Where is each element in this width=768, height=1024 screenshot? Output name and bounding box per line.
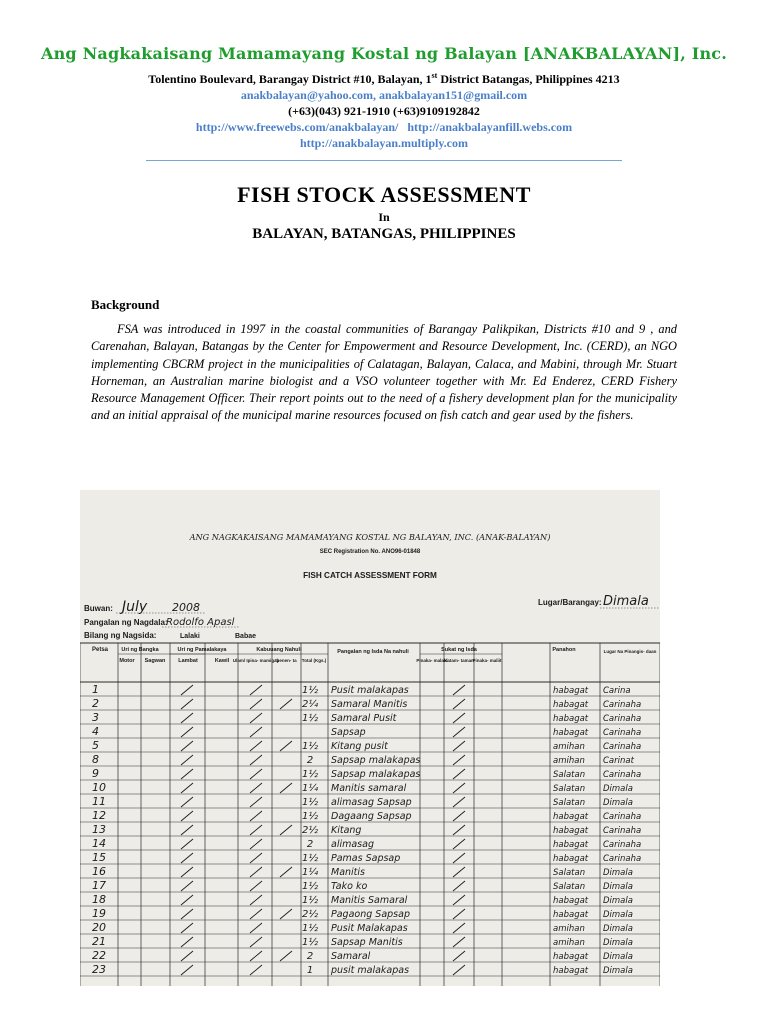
col-lugar: Lugar Na Pinangis- daan bbox=[603, 649, 657, 654]
row-petsa: 4 bbox=[92, 725, 99, 738]
row-petsa: 20 bbox=[92, 921, 106, 934]
row-total: 1½ bbox=[301, 895, 319, 906]
col-kawil: Kawil bbox=[214, 658, 230, 664]
row-fish-name: Pamas Sapsap bbox=[331, 853, 401, 864]
col-motor: Motor bbox=[119, 658, 135, 664]
row-fish-name: Dagaang Sapsap bbox=[331, 811, 412, 822]
row-total: 1½ bbox=[301, 713, 319, 724]
row-total: 2½ bbox=[301, 909, 319, 920]
address-main: Tolentino Boulevard, Barangay District #10, Balayan, 1 bbox=[148, 72, 432, 86]
background-heading: Background bbox=[91, 297, 160, 312]
row-lugar: Dimala bbox=[603, 966, 633, 976]
col-maliit: Pinaka- maliit bbox=[472, 658, 502, 663]
row-panahon: habagat bbox=[553, 728, 589, 738]
row-fish-name: alimasag Sapsap bbox=[331, 797, 412, 808]
row-total: 2 bbox=[306, 951, 314, 962]
row-fish-name: Sapsap malakapas bbox=[331, 769, 421, 780]
row-fish-name: Samaral Pusit bbox=[331, 713, 397, 724]
row-lugar: Carinaha bbox=[603, 728, 642, 738]
row-petsa: 21 bbox=[92, 935, 106, 948]
row-fish-name: Samaral Manitis bbox=[331, 699, 408, 710]
row-petsa: 8 bbox=[92, 753, 99, 766]
url-link-freewebs[interactable]: http://www.freewebs.com/anakbalayan/ bbox=[195, 120, 399, 134]
row-total: 1 bbox=[306, 965, 314, 976]
row-total: 1¼ bbox=[301, 867, 319, 878]
url-link-multiply[interactable]: http://anakbalayan.multiply.com bbox=[299, 136, 469, 150]
fish-catch-form-scan bbox=[80, 490, 660, 986]
lugar-barangay-label: Lugar/Barangay: bbox=[538, 598, 602, 607]
row-panahon: habagat bbox=[553, 910, 589, 920]
row-petsa: 13 bbox=[92, 823, 106, 836]
row-lugar: Carinaha bbox=[603, 854, 642, 864]
row-panahon: habagat bbox=[553, 952, 589, 962]
row-lugar: Carinaha bbox=[603, 742, 642, 752]
col-lambat: Lambat bbox=[178, 658, 198, 664]
col-malaki: Pinaka- malaki bbox=[416, 658, 448, 663]
col-pangalan-isda: Pangalan ng Isda Na nahuli bbox=[337, 649, 409, 655]
url-link-webs[interactable]: http://anakbalayanfill.webs.com bbox=[407, 120, 573, 134]
row-petsa: 19 bbox=[92, 907, 106, 920]
row-panahon: amihan bbox=[553, 742, 585, 752]
lugar-barangay-value: Dimala bbox=[603, 594, 649, 609]
row-lugar: Dimala bbox=[603, 868, 633, 878]
row-petsa: 3 bbox=[92, 711, 99, 724]
row-petsa: 11 bbox=[92, 795, 106, 808]
row-panahon: Salatan bbox=[553, 784, 586, 794]
org-emails[interactable]: anakbalayan@yahoo.com, anakbalayan151@gmail.com bbox=[240, 88, 528, 102]
document-title: FISH STOCK ASSESSMENT bbox=[237, 182, 531, 207]
row-lugar: Dimala bbox=[603, 896, 633, 906]
col-petsa: Petsa bbox=[91, 647, 109, 653]
row-lugar: Carinaha bbox=[603, 770, 642, 780]
org-urls bbox=[0, 120, 768, 135]
row-fish-name: Sapsap Manitis bbox=[331, 937, 403, 948]
row-lugar: Dimala bbox=[603, 882, 633, 892]
year-value: 2008 bbox=[172, 601, 200, 614]
lalaki-label: Lalaki bbox=[180, 633, 200, 640]
buwan-label: Buwan: bbox=[84, 604, 113, 613]
row-total: 1½ bbox=[301, 923, 319, 934]
row-fish-name: Tako ko bbox=[331, 881, 368, 892]
row-lugar: Dimala bbox=[603, 798, 633, 808]
col-total: Total (Kgs.) bbox=[301, 658, 327, 663]
row-total: 2 bbox=[306, 839, 314, 850]
row-total: 1½ bbox=[301, 797, 319, 808]
row-total: 2¼ bbox=[301, 699, 319, 710]
row-lugar: Carinaha bbox=[603, 700, 642, 710]
row-lugar: Dimala bbox=[603, 938, 633, 948]
row-panahon: Salatan bbox=[553, 882, 586, 892]
row-lugar: Dimala bbox=[603, 952, 633, 962]
row-total: 2½ bbox=[301, 825, 319, 836]
row-petsa: 9 bbox=[92, 767, 99, 780]
row-fish-name: Pusit malakapas bbox=[331, 685, 409, 696]
row-lugar: Dimala bbox=[603, 910, 633, 920]
row-panahon: habagat bbox=[553, 812, 589, 822]
col-kabuuang: Kabuuang Nahuli bbox=[256, 647, 302, 653]
pangalan-value: Rodolfo Apasl bbox=[166, 617, 235, 628]
row-petsa: 15 bbox=[92, 851, 106, 864]
row-fish-name: Kitang pusit bbox=[331, 741, 388, 752]
row-panahon: habagat bbox=[553, 896, 589, 906]
row-panahon: habagat bbox=[553, 686, 589, 696]
row-total: 1½ bbox=[301, 937, 319, 948]
row-fish-name: Sapsap bbox=[331, 727, 366, 738]
row-petsa: 14 bbox=[92, 837, 106, 850]
row-fish-name: Pusit Malakapas bbox=[331, 923, 408, 934]
col-ulam: Ulam/ Ipina- mamigay bbox=[232, 658, 280, 663]
row-petsa: 23 bbox=[92, 963, 106, 976]
background-paragraph: FSA was introduced in 1997 in the coastal communities of Barangay Palikpikan, Districts #10 and 9 , and Carenahan, Balayan, Batangas by the Center for Empowerment and Resource Development, Inc. (CERD), an NGO implementing CBCRM project in the municipalities of Calatagan, Balayan, Calaca, and Mabini, through Mr. Stuart Horneman, an Australian marine biologist and a VSO volunteer together with Mr. Ed Enderez, CERD Fishery Resource Management Officer. Their report points out to the need of a fishery development plan for the municipality and an initial appraisal of the municipal marine resources focused on fish catch and gear used by the fishers. bbox=[91, 322, 677, 423]
row-panahon: amihan bbox=[553, 938, 585, 948]
row-petsa: 16 bbox=[92, 865, 106, 878]
org-phones: (+63)(043) 921-1910 (+63)9109192842 bbox=[288, 104, 480, 118]
row-petsa: 10 bbox=[92, 781, 106, 794]
row-petsa: 2 bbox=[92, 697, 99, 710]
row-petsa: 17 bbox=[92, 879, 106, 892]
row-lugar: Dimala bbox=[603, 924, 633, 934]
row-fish-name: Manitis samaral bbox=[331, 783, 407, 794]
org-address bbox=[0, 71, 768, 87]
row-lugar: Carinaha bbox=[603, 840, 642, 850]
form-title: FISH CATCH ASSESSMENT FORM bbox=[303, 571, 437, 580]
row-total: 1½ bbox=[301, 741, 319, 752]
row-fish-name: Pagaong Sapsap bbox=[331, 909, 410, 920]
row-panahon: habagat bbox=[553, 714, 589, 724]
col-uri-pamalakaya: Uri ng Pamalakaya bbox=[177, 647, 227, 653]
row-petsa: 5 bbox=[92, 739, 99, 752]
header-divider bbox=[146, 160, 622, 161]
row-fish-name: Manitis bbox=[331, 867, 365, 878]
row-petsa: 12 bbox=[92, 809, 106, 822]
bilang-label: Bilang ng Nagsida: bbox=[84, 631, 157, 640]
row-lugar: Carinat bbox=[603, 756, 634, 766]
row-petsa: 18 bbox=[92, 893, 106, 906]
row-panahon: amihan bbox=[553, 756, 585, 766]
form-org-line: ANG NAGKAKAISANG MAMAMAYANG KOSTAL NG BALAYAN, INC. (ANAK-BALAYAN) bbox=[189, 532, 551, 542]
row-lugar: Carinaha bbox=[603, 826, 642, 836]
address-sup: st bbox=[431, 71, 438, 80]
buwan-value: July bbox=[122, 599, 148, 615]
row-total: 1½ bbox=[301, 853, 319, 864]
row-petsa: 22 bbox=[92, 949, 106, 962]
row-lugar: Carinaha bbox=[603, 714, 642, 724]
pangalan-label: Pangalan ng Nagdala: bbox=[84, 618, 168, 627]
row-fish-name: pusit malakapas bbox=[331, 965, 410, 976]
document-place: BALAYAN, BATANGAS, PHILIPPINES bbox=[252, 226, 516, 242]
col-sagwan: Sagwan bbox=[144, 658, 166, 664]
row-fish-name: Samaral bbox=[331, 951, 371, 962]
babae-label: Babae bbox=[235, 633, 257, 640]
col-panahon: Panahon bbox=[552, 647, 576, 653]
row-total: 1½ bbox=[301, 881, 319, 892]
row-fish-name: Sapsap malakapas bbox=[331, 755, 421, 766]
row-panahon: habagat bbox=[553, 966, 589, 976]
address-rest: District Batangas, Philippines 4213 bbox=[437, 72, 620, 86]
col-sukat: Sukat ng Isda bbox=[441, 647, 477, 653]
row-total: 1½ bbox=[301, 811, 319, 822]
row-lugar: Carina bbox=[603, 686, 631, 696]
row-lugar: Dimala bbox=[603, 784, 633, 794]
row-panahon: habagat bbox=[553, 826, 589, 836]
col-katamtaman: Katam- taman bbox=[444, 658, 474, 663]
form-sec-line: SEC Registration No. ANO96-01848 bbox=[319, 549, 421, 555]
row-panahon: Salatan bbox=[553, 868, 586, 878]
row-panahon: habagat bbox=[553, 854, 589, 864]
row-panahon: habagat bbox=[553, 700, 589, 710]
row-fish-name: alimasag bbox=[331, 839, 374, 850]
row-panahon: Salatan bbox=[553, 770, 586, 780]
col-ibenta: Ibenen- ta bbox=[275, 658, 297, 663]
row-lugar: Carinaha bbox=[603, 812, 642, 822]
fish-catch-form bbox=[80, 490, 660, 986]
row-total: 1½ bbox=[301, 769, 319, 780]
row-fish-name: Kitang bbox=[331, 825, 362, 836]
title-in: In bbox=[378, 210, 390, 224]
col-uri-bangka: Uri ng Bangka bbox=[121, 647, 159, 653]
row-petsa: 1 bbox=[92, 683, 99, 696]
row-fish-name: Manitis Samaral bbox=[331, 895, 408, 906]
org-name: Ang Nagkakaisang Mamamayang Kostal ng Balayan [ANAKBALAYAN], Inc. bbox=[40, 44, 727, 63]
row-panahon: Salatan bbox=[553, 798, 586, 808]
row-panahon: amihan bbox=[553, 924, 585, 934]
row-total: 2 bbox=[306, 755, 314, 766]
row-panahon: habagat bbox=[553, 840, 589, 850]
row-total: 1½ bbox=[301, 685, 319, 696]
row-total: 1¼ bbox=[301, 783, 319, 794]
